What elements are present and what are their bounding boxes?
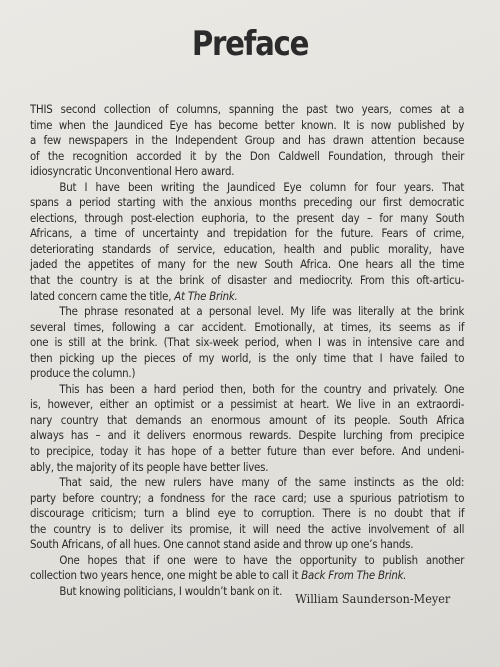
- text-line: elections, through post-election euphoria, to the present day – for many South: [30, 210, 465, 225]
- text-line: nary country that demands an enormous amount of its people. South Africa: [30, 412, 465, 427]
- text-line: THIS second collection of columns, spanning the past two years, comes at a: [30, 102, 465, 116]
- text-line: The phrase resonated at a personal level. My life was literally at the brink: [59, 304, 465, 319]
- text-line: But knowing politicians, I wouldn’t bank on it.: [59, 583, 283, 598]
- preface-body: [30, 102, 464, 600]
- text-line: to precipice, today it has hope of a better future than ever before. And undeni-: [30, 444, 465, 459]
- text-line: then picking up the pieces of my world, is the only time that I have failed to: [30, 350, 465, 365]
- text-line: several times, following a car accident. Emotionally, at times, its seems as if: [30, 319, 465, 334]
- text-line: deteriorating standards of service, education, health and public morality, have: [30, 241, 465, 256]
- text-line: South Africans, of all hues. One cannot stand aside and throw up one’s hands.: [30, 537, 414, 552]
- text-line: a few newspapers in the Independent Group and has drawn attention because: [30, 133, 465, 148]
- text-line: That said, the new rulers have many of the same instincts as the old:: [59, 475, 465, 490]
- text-line: One hopes that if one were to have the opportunity to publish another: [59, 552, 465, 567]
- text-line: the country is to deliver its promise, it will need the active involvement of all: [30, 521, 465, 536]
- text-line: of the recognition accorded it by the Don Caldwell Foundation, through their: [30, 148, 465, 163]
- text-line: that the country is at the brink of disaster and mediocrity. From this oft-articu-: [30, 273, 465, 288]
- text-line: ably, the majority of its people have better lives.: [30, 459, 269, 474]
- text-line: lated concern came the title, At The Brink.: [30, 288, 238, 303]
- text-line: time when the Jaundiced Eye has become better known. It is now published by: [30, 117, 465, 132]
- text-line: discourage criticism; turn a blind eye to corruption. There is no doubt that if: [30, 506, 465, 521]
- text-line: spans a period starting with the anxious months preceding our first democratic: [30, 195, 465, 210]
- text-line: one is still at the brink. (That six-week period, when I was in intensive care and: [30, 335, 465, 350]
- text-line: party before country; a fondness for the race card; use a spurious patriotism to: [30, 490, 465, 505]
- text-line: always has – and it delivers enormous rewards. Despite lurching from precipice: [30, 428, 465, 443]
- book-title-italic: At The Brink.: [174, 288, 238, 303]
- page-title: Preface: [191, 24, 309, 64]
- text-line: This has been a hard period then, both for the country and privately. One: [59, 381, 465, 396]
- text-line: But I have been writing the Jaundiced Eye column for four years. That: [59, 179, 465, 194]
- text-line: jaded the appetites of many for the new South Africa. One hears all the time: [30, 257, 465, 272]
- text-line: produce the column.): [30, 366, 136, 381]
- text-line: idiosyncratic Unconventional Hero award.: [30, 164, 235, 179]
- book-title-italic: Back From The Brink.: [301, 568, 407, 583]
- text-line: Africans, a time of uncertainty and trepidation for the future. Fears of crime,: [30, 226, 465, 241]
- text-line: is, however, either an optimist or a pessimist at heart. We live in an extraordi-: [30, 397, 465, 412]
- text-line: collection two years hence, one might be able to call it Back From The Brink.: [30, 568, 407, 583]
- author-signature: William Saunderson-Meyer: [294, 591, 450, 606]
